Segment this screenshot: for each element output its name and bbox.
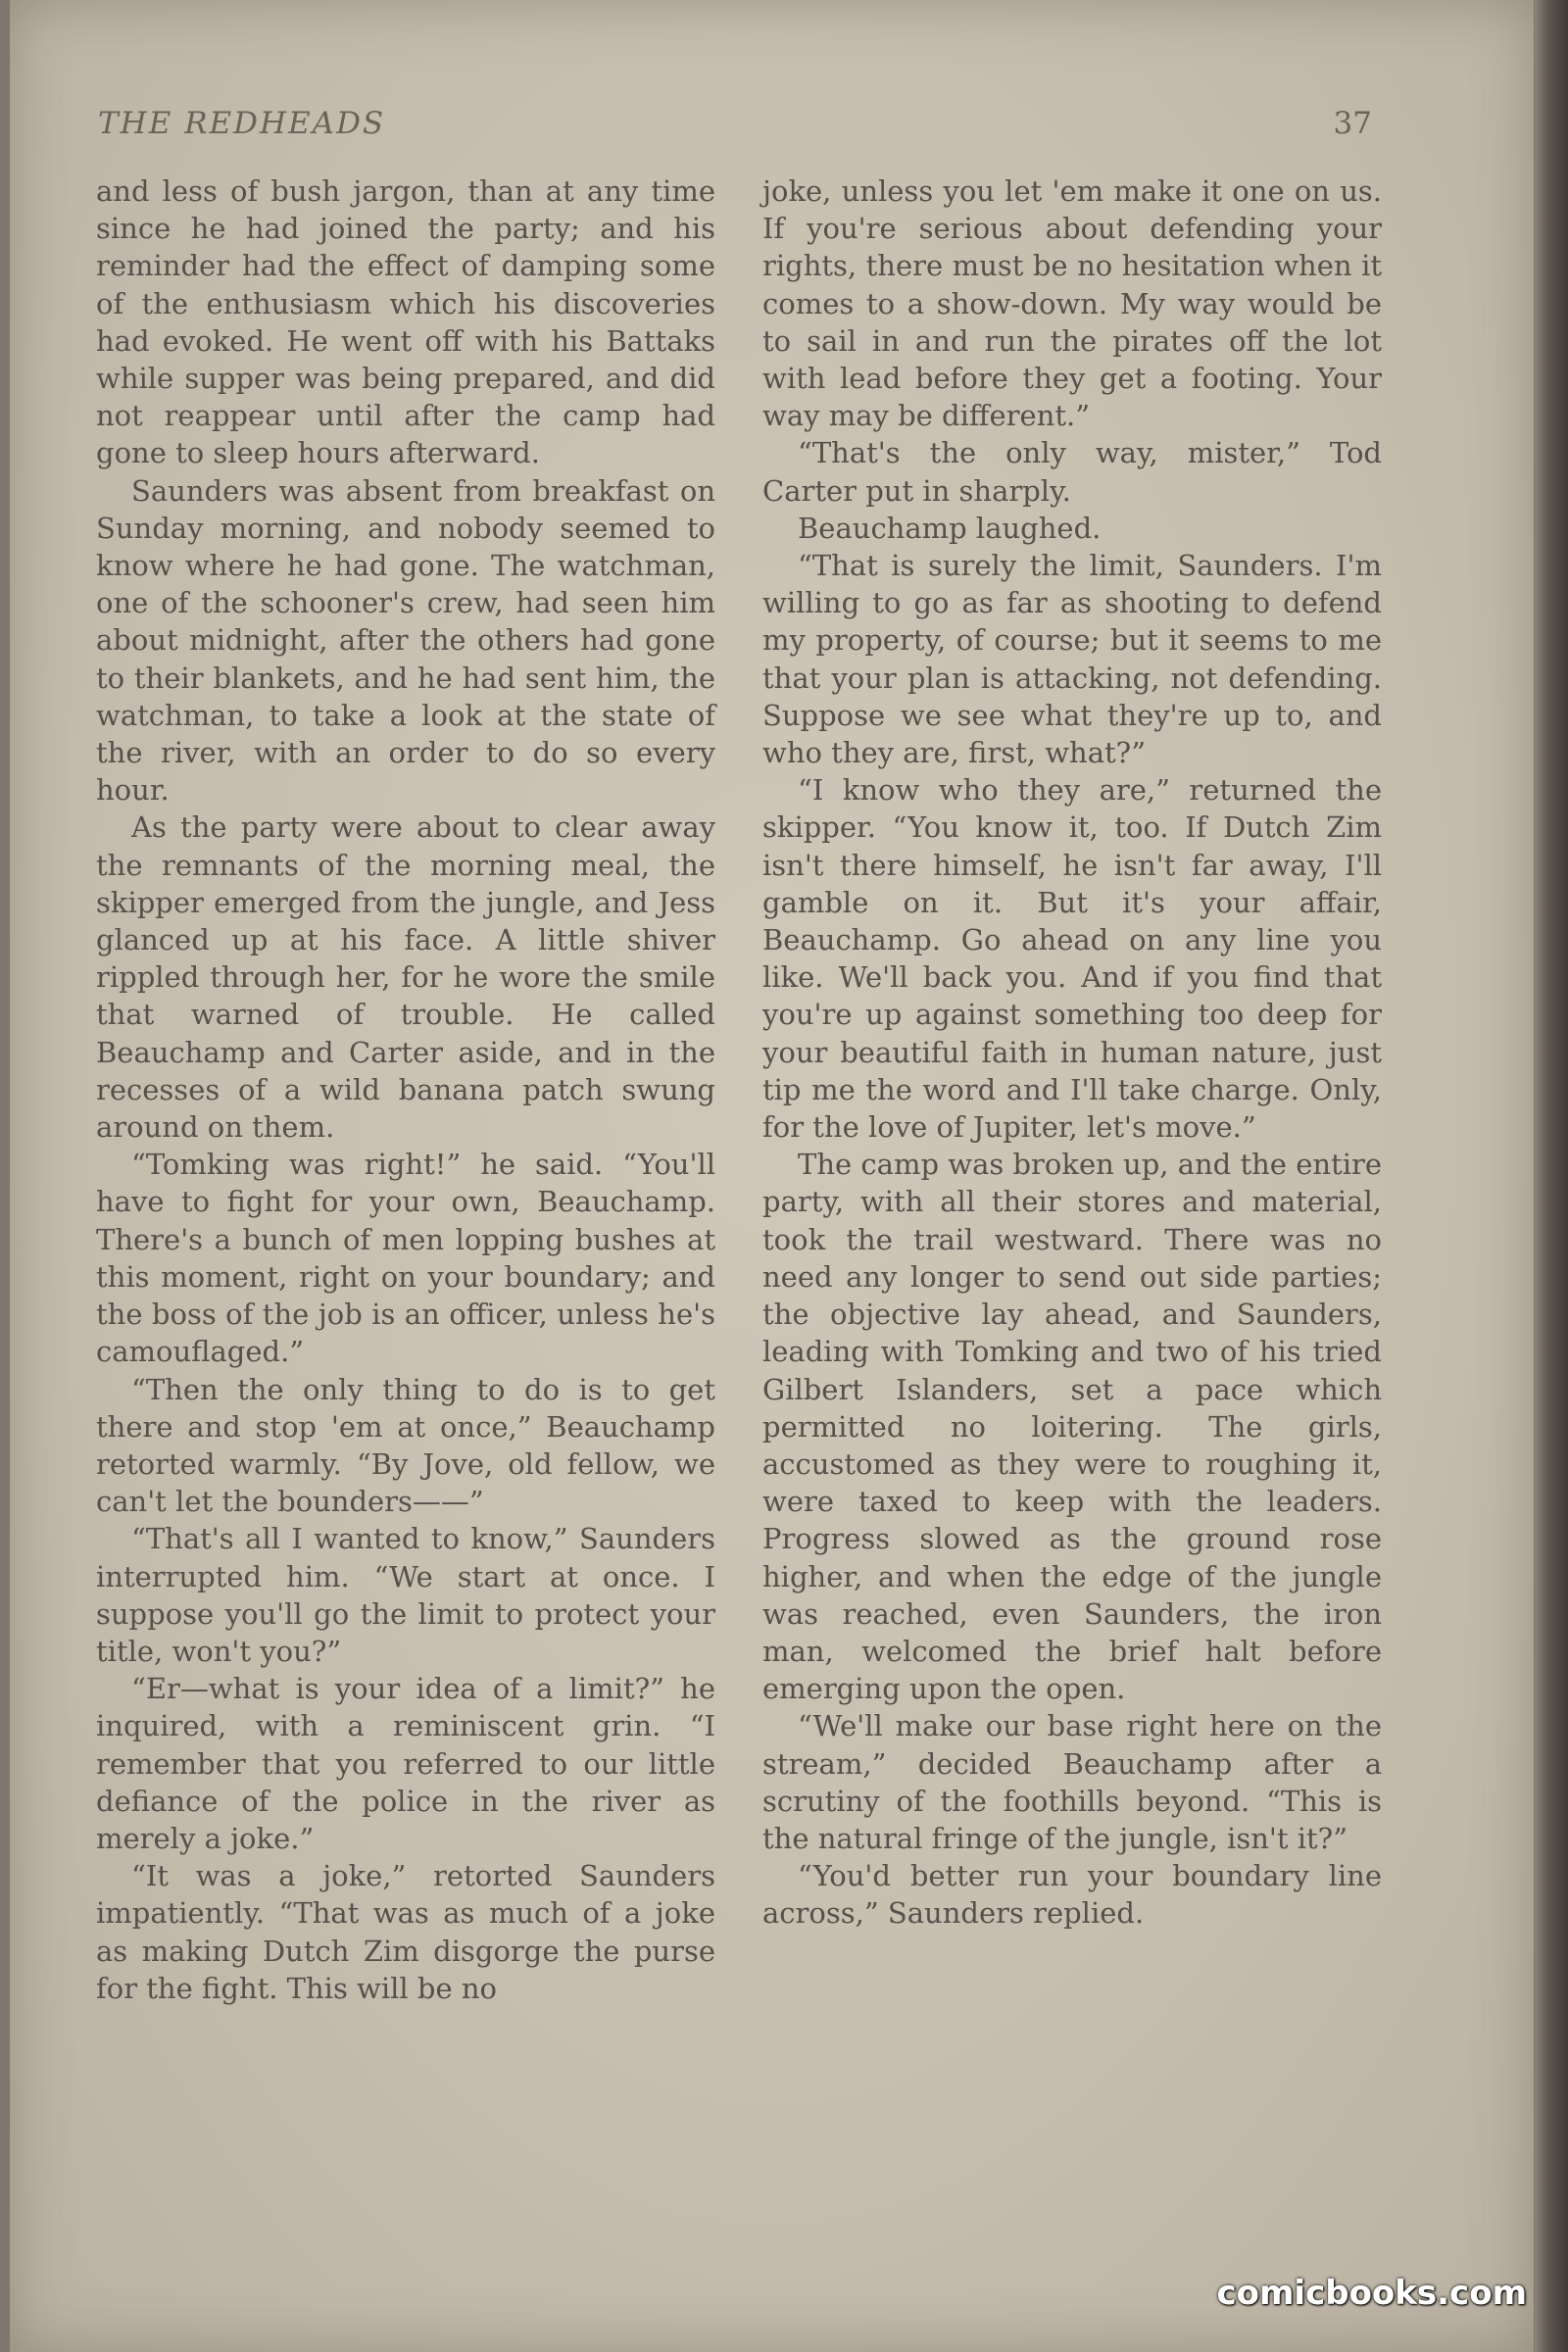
book-spine-edge xyxy=(1535,0,1568,2352)
running-title: THE REDHEADS xyxy=(98,106,386,141)
right-column xyxy=(762,172,1382,1933)
paragraph: Saunders was absent from breakfast on Sunday morning, and nobody seemed to know where he had gone. The watchman, one of the schooner's crew, had seen him about midnight, after the others had gone to their blankets, and he had sent him, the watchman, to take a look at the state of the river, with an order to do so every hour. xyxy=(96,473,715,808)
paragraph: “Er—what is your idea of a limit?” he inquired, with a reminiscent grin. “I remember that you referred to our little defiance of the police in the river as merely a joke.” xyxy=(96,1672,715,1855)
left-column xyxy=(96,172,715,2007)
running-head xyxy=(98,106,1372,145)
paragraph: “I know who they are,” returned the skipper. “You know it, too. If Dutch Zim isn't there himself, he isn't far away, I'll gamble on it. But it's your affair, Beauchamp. Go ahead on any line you like. We'll back you. And if you find that you're up against something too deep for your beautiful faith in human nature, just tip me the word and I'll take charge. Only, for the love of Jupiter, let's move.” xyxy=(762,773,1382,1145)
paragraph: and less of bush jargon, than at any time since he had joined the party; and his reminder had the effect of damping some of the enthusiasm which his discoveries had evoked. He went off with his Battaks while supper was being prepared, and did not reappear until after the camp had gone to sleep hours afterward. xyxy=(96,174,715,470)
paragraph: “That's all I wanted to know,” Saunders interrupted him. “We start at once. I suppose you'll go the limit to protect your title, won't you?” xyxy=(96,1522,715,1668)
paragraph: “Then the only thing to do is to get there and stop 'em at once,” Beauchamp retorted warmly. “By Jove, old fellow, we can't let the bounders——” xyxy=(96,1372,715,1519)
paragraph: joke, unless you let 'em make it one on us. If you're serious about defending your rights, there must be no hesitation when it comes to a show-down. My way would be to sail in and run the pirates off the lot with lead before they get a footing. Your way may be different.” xyxy=(762,174,1382,433)
paragraph: “You'd better run your boundary line across,” Saunders replied. xyxy=(762,1859,1382,1931)
paragraph: Beauchamp laughed. xyxy=(798,511,1102,545)
paragraph: “That is surely the limit, Saunders. I'm willing to go as far as shooting to defend my property, of course; but it seems to me that your plan is attacking, not defending. Suppose we see what they're up to, and who they are, first, what?” xyxy=(762,549,1382,770)
paragraph: “We'll make our base right here on the stream,” decided Beauchamp after a scrutiny of the foothills beyond. “This is the natural fringe of the jungle, isn't it?” xyxy=(762,1709,1382,1855)
paragraph: “It was a joke,” retorted Saunders impatiently. “That was as much of a joke as making Dutch Zim disgorge the purse for the fight. This will be no xyxy=(96,1859,715,2005)
book-page xyxy=(10,0,1534,2352)
paragraph: The camp was broken up, and the entire party, with all their stores and material, took the trail westward. There was no need any longer to send out side parties; the objective lay ahead, and Saunders, leading with Tomking and two of his tried Gilbert Islanders, set a pace which permitted no loitering. The girls, accustomed as they were to roughing it, were taxed to keep with the leaders. Progress slowed as the ground rose higher, and when the edge of the jungle was reached, even Saunders, the iron man, welcomed the brief halt before emerging upon the open. xyxy=(762,1148,1382,1706)
paragraph: “That's the only way, mister,” Tod Carter put in sharply. xyxy=(762,436,1382,508)
paragraph: As the party were about to clear away the remnants of the morning meal, the skipper emerged from the jungle, and Jess glanced up at his face. A little shiver rippled through her, for he wore the smile that warned of trouble. He called Beauchamp and Carter aside, and in the recesses of a wild banana patch swung around on them. xyxy=(96,810,715,1145)
page-number: 37 xyxy=(1333,106,1372,141)
site-watermark: comicbooks.com xyxy=(1216,2274,1527,2313)
paragraph: “Tomking was right!” he said. “You'll have to fight for your own, Beauchamp. There's a bunch of men lopping bushes at this moment, right on your boundary; and the boss of the job is an officer, unless he's camouflaged.” xyxy=(96,1148,715,1369)
